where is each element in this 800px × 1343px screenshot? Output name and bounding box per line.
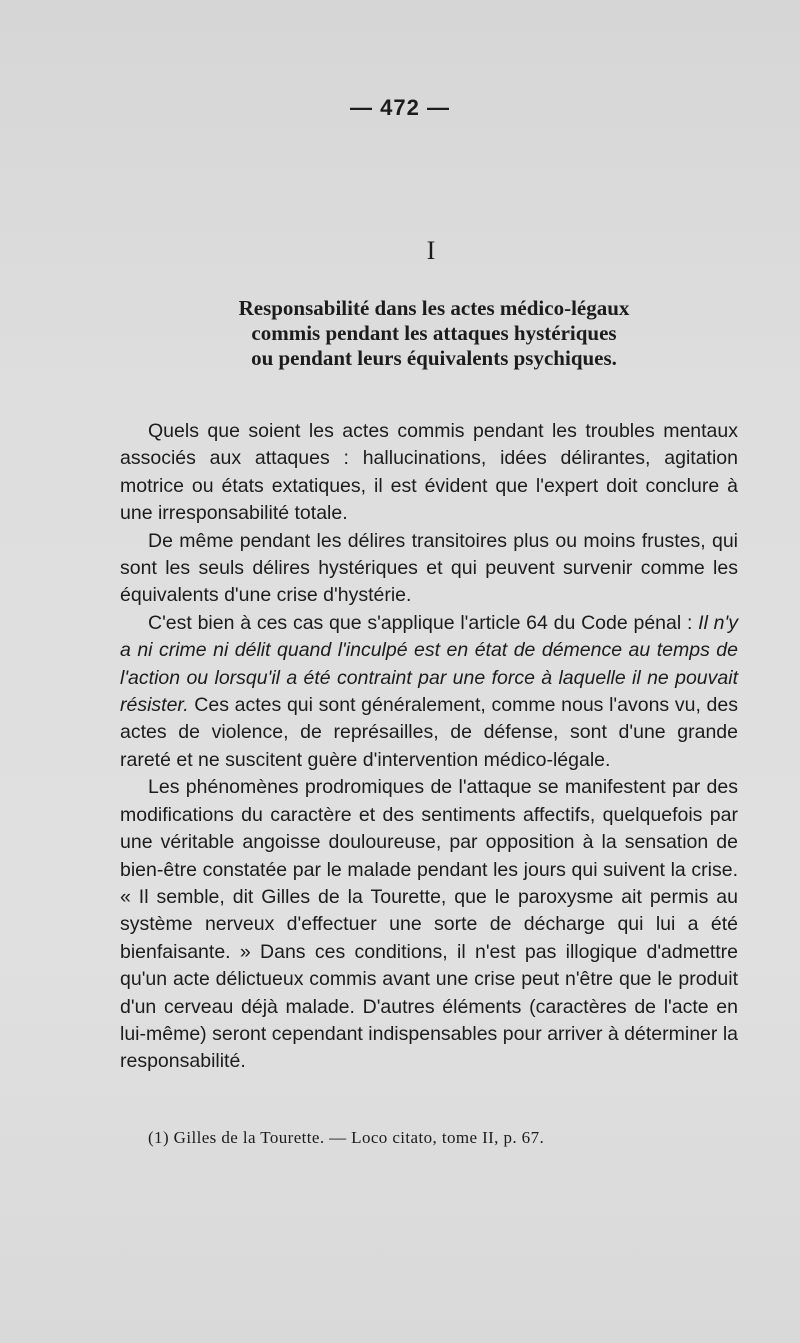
section-title [0, 296, 800, 371]
paragraph [120, 610, 738, 774]
paragraph: Quels que soient les actes commis pendant les troubles mentaux associés aux attaques : hallucinations, idées délirantes, agitation motrice ou états extatiques, il est évident que l'expert doit conclure à une irresponsabilité totale. [120, 420, 738, 525]
legal-article-quote: Il n'y a ni crime ni délit quand l'inculpé est en état de démence au temps de l'action ou lorsqu'il a été contraint par une force à laquelle il ne pouvait résister. [120, 611, 738, 717]
paragraph: De même pendant les délires transitoires plus ou moins frustes, qui sont les seuls délires hystériques et qui peuvent survenir comme les équivalents d'une crise d'hystérie. [120, 529, 738, 607]
section-title-line: Responsabilité dans les actes médico-légaux [238, 296, 630, 320]
page-number: — 472 — [350, 95, 450, 120]
section-number: I [426, 236, 436, 265]
paragraph-text: C'est bien à ces cas que s'applique l'article 64 du Code pénal : [148, 611, 699, 634]
footnote: (1) Gilles de la Tourette. — Loco citato, tome II, p. 67. [148, 1128, 545, 1147]
section-title-line: ou pendant leurs équivalents psychiques. [251, 346, 617, 370]
body-text [120, 418, 738, 1076]
paragraph-text: Ces actes qui sont généralement, comme nous l'avons vu, des actes de violence, de représailles, de défense, sont d'une grande rareté et ne suscitent guère d'intervention médico-légale. [120, 694, 738, 771]
section-title-line: commis pendant les attaques hystériques [251, 321, 617, 345]
paragraph: Les phénomènes prodromiques de l'attaque se manifestent par des modifications du caractère et des sentiments affectifs, quelquefois par une véritable angoisse douloureuse, par opposition à la sensation de bien-être constatée par le malade pendant les jours qui suivent la crise. « Il semble, dit Gilles de la Tourette, que le paroxysme ait permis au système nerveux d'effectuer une sorte de décharge qui lui a été bienfaisante. » Dans ces conditions, il n'est pas illogique d'admettre qu'un acte délictueux commis avant une crise peut n'être que le produit d'un cerveau déjà malade. D'autres éléments (caractères de l'acte en lui-même) seront cependant indispensables pour arriver à déterminer la responsabilité. [120, 776, 738, 1073]
